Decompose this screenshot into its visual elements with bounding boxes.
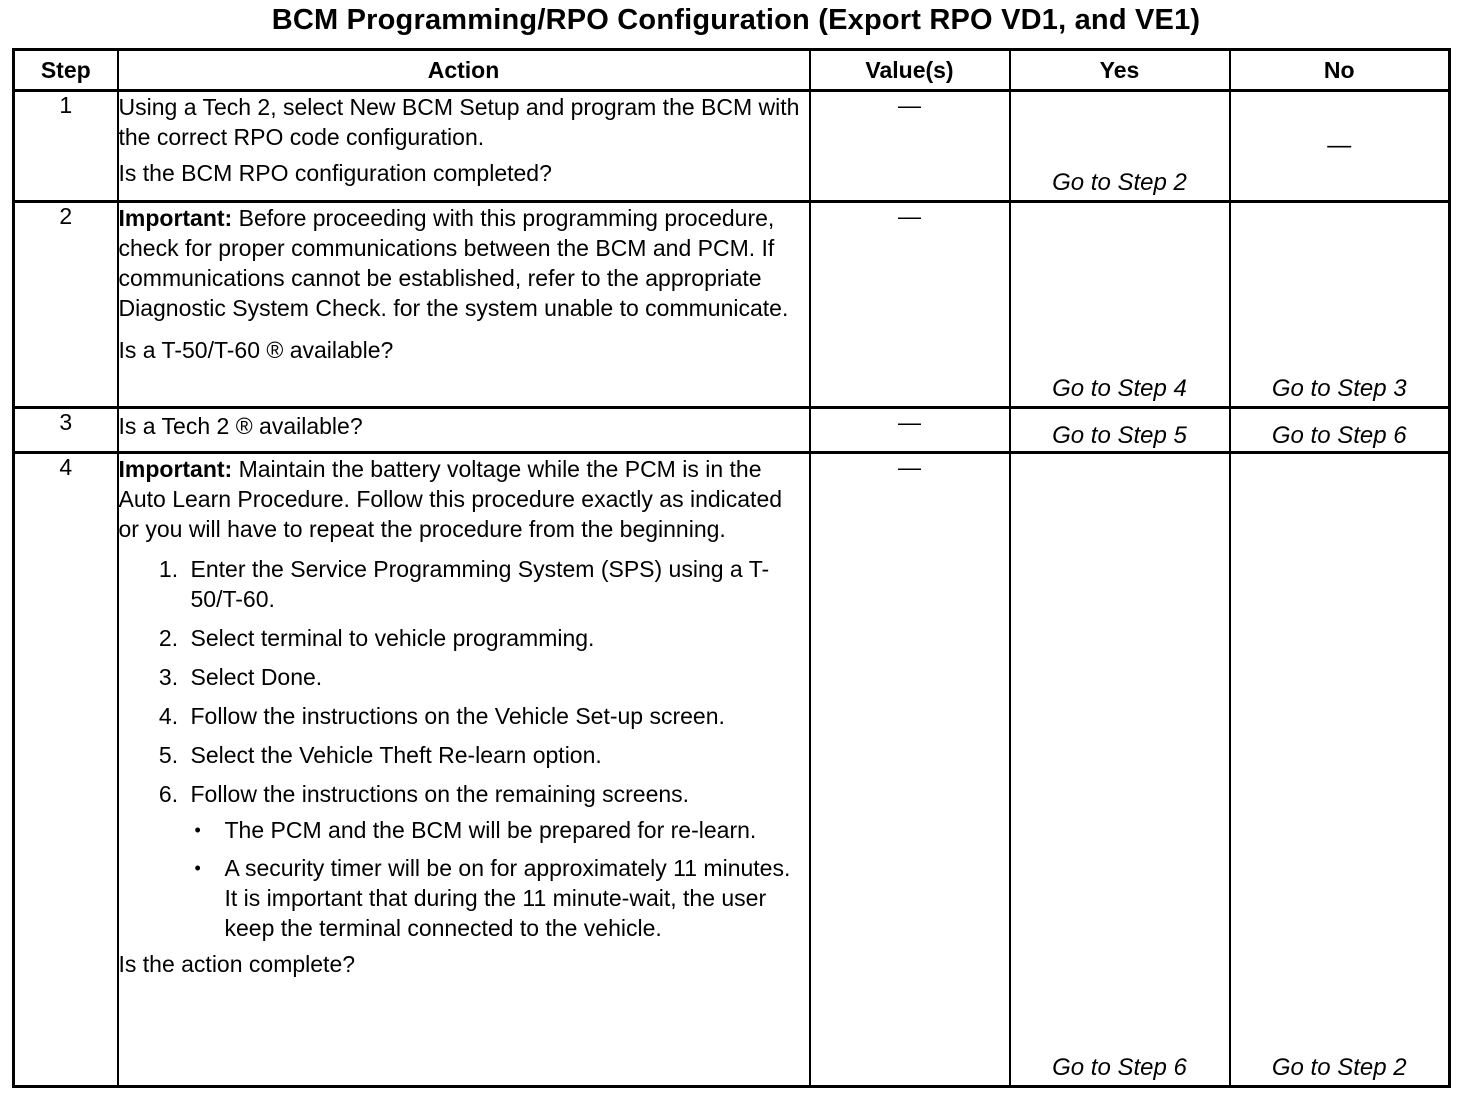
yes-cell [1010, 408, 1230, 453]
sub-bullet [191, 815, 809, 845]
column-header-action: Action [118, 50, 810, 91]
column-header-yes: Yes [1010, 50, 1230, 91]
table-row-step-4 [14, 453, 1450, 1087]
procedure-step: 2. Select terminal to vehicle programming. [185, 623, 809, 653]
yes-goto-link[interactable]: Go to Step 4 [1052, 375, 1187, 402]
column-header-no: No [1230, 50, 1450, 91]
table-row-step-2 [14, 202, 1450, 408]
no-cell: — [1230, 91, 1450, 202]
procedure-step-text: Follow the instructions on the remaining screens. [190, 781, 690, 807]
important-label: Important: [118, 205, 233, 231]
yes-goto-link[interactable]: Go to Step 5 [1052, 422, 1187, 449]
important-label: Important: [118, 456, 233, 482]
step-number: 4 [14, 453, 118, 1087]
procedure-step: 1. Enter the Service Programming System (SPS) using a T-50/T-60. [185, 554, 809, 614]
action-cell [118, 202, 810, 408]
no-goto-link[interactable]: Go to Step 6 [1271, 422, 1407, 449]
procedure-step [185, 779, 809, 943]
column-header-step: Step [14, 50, 118, 91]
action-question: Is the action complete? [118, 951, 356, 977]
action-cell [118, 408, 810, 453]
procedure-step: 5. Select the Vehicle Theft Re-learn option. [185, 740, 809, 770]
action-cell [118, 91, 810, 202]
bullet-dot-icon: • [194, 858, 201, 878]
action-cell [118, 453, 810, 1087]
step-number: 3 [14, 408, 118, 453]
procedure-step: 4. Follow the instructions on the Vehicle Set-up screen. [185, 701, 809, 731]
no-cell [1230, 453, 1450, 1087]
sub-bullet [191, 853, 809, 943]
yes-cell [1010, 202, 1230, 408]
action-instruction: Using a Tech 2, select New BCM Setup and program the BCM with the correct RPO code configuration. [118, 94, 800, 150]
yes-goto-link[interactable]: Go to Step 2 [1052, 169, 1187, 196]
no-cell [1230, 202, 1450, 408]
page-title: BCM Programming/RPO Configuration (Export RPO VD1, and VE1) [271, 4, 1201, 36]
table-row-step-1 [14, 91, 1450, 202]
value-cell: — [810, 91, 1010, 202]
header-row [14, 50, 1450, 91]
yes-cell [1010, 91, 1230, 202]
action-question: Is the BCM RPO configuration completed? [118, 160, 552, 186]
procedure-step: 3. Select Done. [185, 662, 809, 692]
value-cell: — [810, 202, 1010, 408]
value-cell: — [810, 453, 1010, 1087]
column-header-values: Value(s) [810, 50, 1010, 91]
important-note [119, 454, 809, 544]
table-row-step-3 [14, 408, 1450, 453]
no-goto-link[interactable]: Go to Step 3 [1271, 375, 1407, 402]
yes-cell [1010, 453, 1230, 1087]
action-question: Is a T-50/T-60 ® available? [118, 337, 394, 363]
step-number: 2 [14, 202, 118, 408]
value-cell: — [810, 408, 1010, 453]
yes-goto-link[interactable]: Go to Step 6 [1052, 1054, 1187, 1081]
important-text: Maintain the battery voltage while the PCM is in the Auto Learn Procedure. Follow this procedure exactly as indicated or you will have to repeat the procedure from the beginning. [118, 456, 783, 542]
procedure-steps-list [119, 554, 809, 943]
sub-bullet-text: The PCM and the BCM will be prepared for re-learn. [224, 817, 757, 843]
important-note [119, 203, 809, 323]
no-cell [1230, 408, 1450, 453]
bullet-dot-icon: • [194, 820, 201, 840]
important-text: Before proceeding with this programming procedure, check for proper communications between the BCM and PCM. If communications cannot be established, refer to the appropriate Diagnostic System Check. for the system unable to communicate. [118, 205, 789, 321]
no-goto-link[interactable]: Go to Step 2 [1271, 1054, 1407, 1081]
sub-bullet-list [191, 815, 809, 943]
step-number: 1 [14, 91, 118, 202]
sub-bullet-text: A security timer will be on for approximately 11 minutes. It is important that during the 11 minute-wait, the user keep the terminal connected to the vehicle. [224, 855, 791, 941]
diagnostic-table [12, 48, 1451, 1088]
action-question: Is a Tech 2 ® available? [118, 413, 363, 439]
